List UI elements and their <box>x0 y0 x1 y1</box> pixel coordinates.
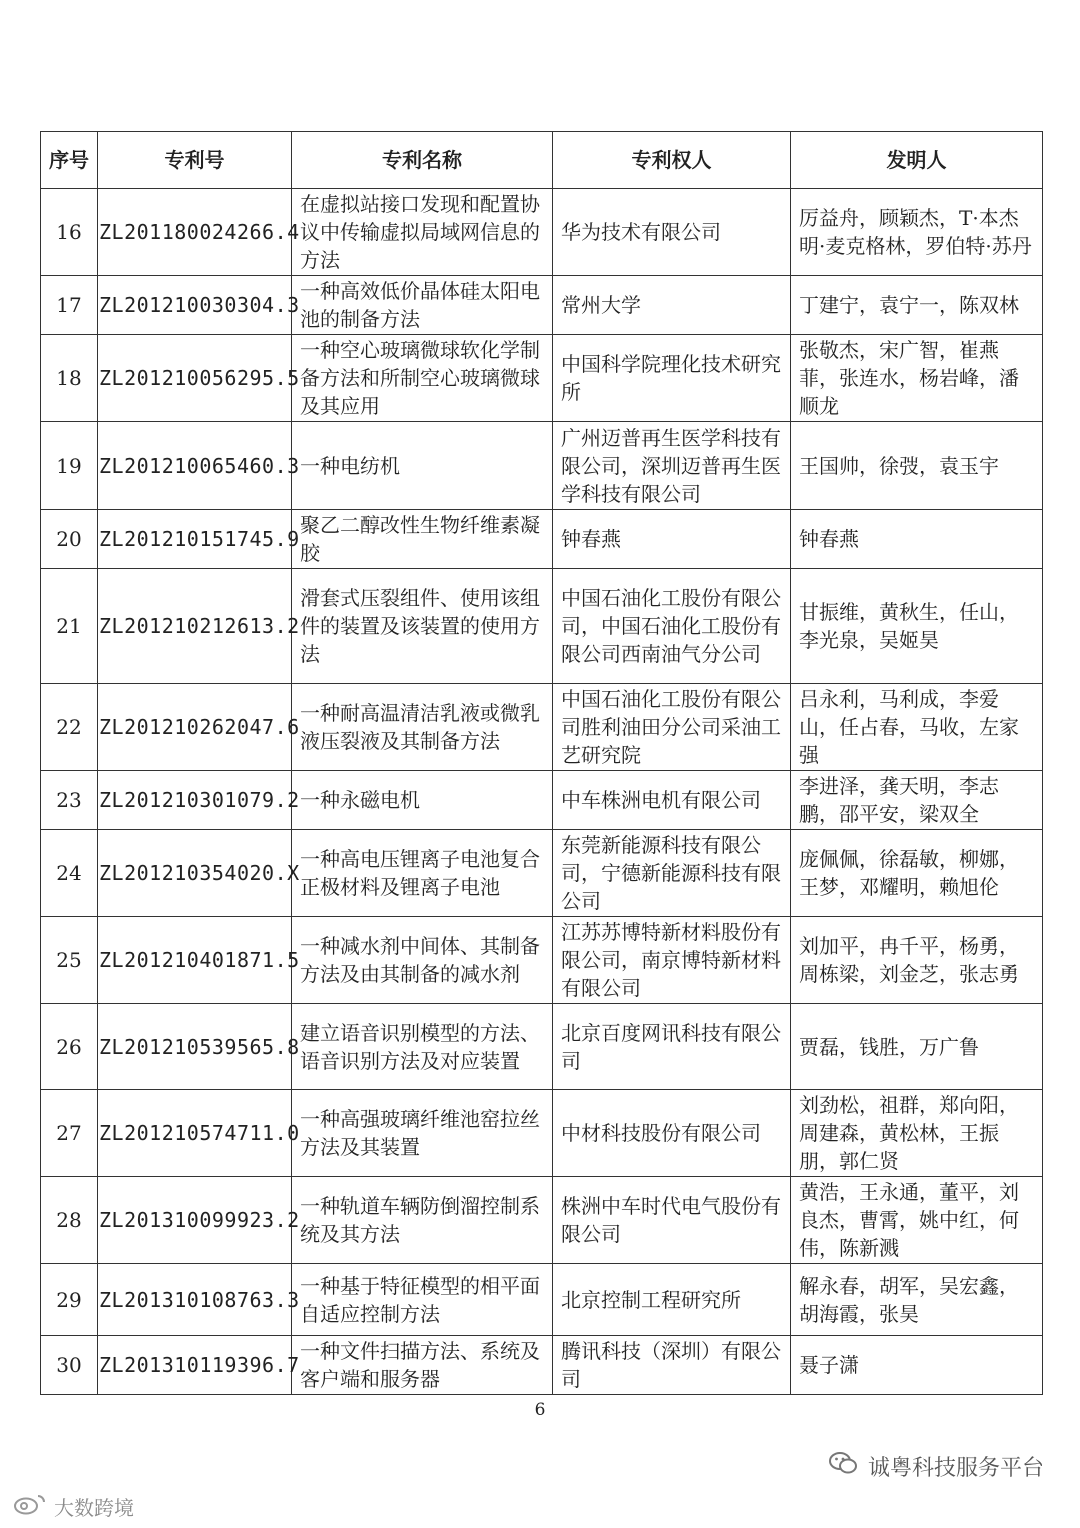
table-row <box>41 1177 1043 1264</box>
cell-title: 滑套式压裂组件、使用该组件的装置及该装置的使用方法 <box>292 569 553 684</box>
watermark-right <box>828 1450 1044 1482</box>
table-row <box>41 830 1043 917</box>
table-header-row <box>41 132 1043 189</box>
cell-patent-no: ZL201210151745.9 <box>98 510 292 569</box>
cell-holder: 江苏苏博特新材料股份有限公司，南京博特新材料有限公司 <box>553 917 791 1004</box>
cell-patent-no: ZL201180024266.4 <box>98 189 292 276</box>
header-holder: 专利权人 <box>553 132 791 189</box>
cell-holder: 北京百度网讯科技有限公司 <box>553 1004 791 1090</box>
cell-seq: 18 <box>41 335 98 422</box>
cell-holder: 株洲中车时代电气股份有限公司 <box>553 1177 791 1264</box>
cell-inventor: 吕永利，马利成，李爱山，任占春，马收，左家强 <box>791 684 1043 771</box>
table-row <box>41 189 1043 276</box>
weibo-icon <box>12 1492 48 1521</box>
cell-patent-no: ZL201210065460.3 <box>98 422 292 510</box>
cell-title: 一种高电压锂离子电池复合正极材料及锂离子电池 <box>292 830 553 917</box>
cell-title: 一种高强玻璃纤维池窑拉丝方法及其装置 <box>292 1090 553 1177</box>
cell-title: 一种高效低价晶体硅太阳电池的制备方法 <box>292 276 553 335</box>
cell-title: 在虚拟站接口发现和配置协议中传输虚拟局域网信息的方法 <box>292 189 553 276</box>
cell-patent-no: ZL201210212613.2 <box>98 569 292 684</box>
cell-title: 一种永磁电机 <box>292 771 553 830</box>
table-row <box>41 1264 1043 1336</box>
cell-patent-no: ZL201210401871.5 <box>98 917 292 1004</box>
table-row <box>41 276 1043 335</box>
cell-inventor: 聂子潇 <box>791 1336 1043 1395</box>
cell-title: 一种耐高温清洁乳液或微乳液压裂液及其制备方法 <box>292 684 553 771</box>
cell-title: 一种文件扫描方法、系统及客户端和服务器 <box>292 1336 553 1395</box>
cell-holder: 中材科技股份有限公司 <box>553 1090 791 1177</box>
cell-seq: 16 <box>41 189 98 276</box>
cell-seq: 29 <box>41 1264 98 1336</box>
cell-patent-no: ZL201210262047.6 <box>98 684 292 771</box>
cell-holder: 东莞新能源科技有限公司，宁德新能源科技有限公司 <box>553 830 791 917</box>
cell-title: 一种轨道车辆防倒溜控制系统及其方法 <box>292 1177 553 1264</box>
cell-patent-no: ZL201210574711.0 <box>98 1090 292 1177</box>
cell-title: 一种电纺机 <box>292 422 553 510</box>
cell-title: 一种基于特征模型的相平面自适应控制方法 <box>292 1264 553 1336</box>
table-row <box>41 1004 1043 1090</box>
cell-seq: 24 <box>41 830 98 917</box>
cell-seq: 21 <box>41 569 98 684</box>
cell-inventor: 贾磊，钱胜，万广鲁 <box>791 1004 1043 1090</box>
cell-seq: 26 <box>41 1004 98 1090</box>
table-row <box>41 510 1043 569</box>
cell-title: 一种减水剂中间体、其制备方法及由其制备的减水剂 <box>292 917 553 1004</box>
cell-holder: 常州大学 <box>553 276 791 335</box>
cell-holder: 华为技术有限公司 <box>553 189 791 276</box>
cell-holder: 钟春燕 <box>553 510 791 569</box>
header-patent-no: 专利号 <box>98 132 292 189</box>
cell-holder: 广州迈普再生医学科技有限公司，深圳迈普再生医学科技有限公司 <box>553 422 791 510</box>
cell-seq: 17 <box>41 276 98 335</box>
cell-holder: 中车株洲电机有限公司 <box>553 771 791 830</box>
cell-title: 一种空心玻璃微球软化学制备方法和所制空心玻璃微球及其应用 <box>292 335 553 422</box>
watermark-right-text: 诚粤科技服务平台 <box>867 1455 1044 1481</box>
cell-holder: 中国石油化工股份有限公司，中国石油化工股份有限公司西南油气分公司 <box>553 569 791 684</box>
cell-inventor: 李进泽，龚天明，李志鹏，邵平安，梁双全 <box>791 771 1043 830</box>
cell-inventor: 丁建宁，袁宁一，陈双林 <box>791 276 1043 335</box>
cell-seq: 30 <box>41 1336 98 1395</box>
cell-patent-no: ZL201210030304.3 <box>98 276 292 335</box>
cell-title: 聚乙二醇改性生物纤维素凝胶 <box>292 510 553 569</box>
cell-inventor: 解永春，胡军，吴宏鑫，胡海霞，张昊 <box>791 1264 1043 1336</box>
wechat-icon <box>828 1450 858 1482</box>
table-row <box>41 422 1043 510</box>
cell-patent-no: ZL201210056295.5 <box>98 335 292 422</box>
cell-title: 建立语音识别模型的方法、语音识别方法及对应装置 <box>292 1004 553 1090</box>
table-row <box>41 1336 1043 1395</box>
header-title: 专利名称 <box>292 132 553 189</box>
table-row <box>41 335 1043 422</box>
cell-inventor: 张敬杰，宋广智，崔燕菲，张连水，杨岩峰，潘顺龙 <box>791 335 1043 422</box>
cell-patent-no: ZL201310108763.3 <box>98 1264 292 1336</box>
table-row <box>41 917 1043 1004</box>
cell-inventor: 庞佩佩，徐磊敏，柳娜，王梦，邓耀明，赖旭伦 <box>791 830 1043 917</box>
cell-inventor: 钟春燕 <box>791 510 1043 569</box>
table-row <box>41 1090 1043 1177</box>
cell-patent-no: ZL201310119396.7 <box>98 1336 292 1395</box>
cell-patent-no: ZL201210539565.8 <box>98 1004 292 1090</box>
cell-seq: 23 <box>41 771 98 830</box>
cell-seq: 20 <box>41 510 98 569</box>
page-number: 6 <box>534 1400 546 1420</box>
cell-seq: 25 <box>41 917 98 1004</box>
cell-holder: 中国科学院理化技术研究所 <box>553 335 791 422</box>
table-row <box>41 684 1043 771</box>
cell-inventor: 刘加平，冉千平，杨勇，周栋梁，刘金芝，张志勇 <box>791 917 1043 1004</box>
cell-inventor: 厉益舟，顾颖杰，T·本杰明·麦克格林，罗伯特·苏丹 <box>791 189 1043 276</box>
header-seq: 序号 <box>41 132 98 189</box>
cell-seq: 19 <box>41 422 98 510</box>
table-row <box>41 771 1043 830</box>
cell-seq: 28 <box>41 1177 98 1264</box>
cell-inventor: 黄浩，王永通，董平，刘良杰，曹霄，姚中红，何伟，陈新溅 <box>791 1177 1043 1264</box>
header-inventor: 发明人 <box>791 132 1043 189</box>
cell-patent-no: ZL201210354020.X <box>98 830 292 917</box>
cell-patent-no: ZL201210301079.2 <box>98 771 292 830</box>
cell-holder: 腾讯科技（深圳）有限公司 <box>553 1336 791 1395</box>
watermark-left <box>12 1492 134 1521</box>
cell-inventor: 甘振维，黄秋生，任山，李光泉，吴姬昊 <box>791 569 1043 684</box>
cell-seq: 27 <box>41 1090 98 1177</box>
cell-holder: 北京控制工程研究所 <box>553 1264 791 1336</box>
cell-seq: 22 <box>41 684 98 771</box>
watermark-left-text: 大数跨境 <box>54 1496 134 1520</box>
cell-patent-no: ZL201310099923.2 <box>98 1177 292 1264</box>
cell-holder: 中国石油化工股份有限公司胜利油田分公司采油工艺研究院 <box>553 684 791 771</box>
cell-inventor: 刘劲松，祖群，郑向阳，周建森，黄松林，王振朋，郭仁贤 <box>791 1090 1043 1177</box>
cell-inventor: 王国帅，徐弢，袁玉宇 <box>791 422 1043 510</box>
table-row <box>41 569 1043 684</box>
patent-table <box>40 131 1043 1395</box>
